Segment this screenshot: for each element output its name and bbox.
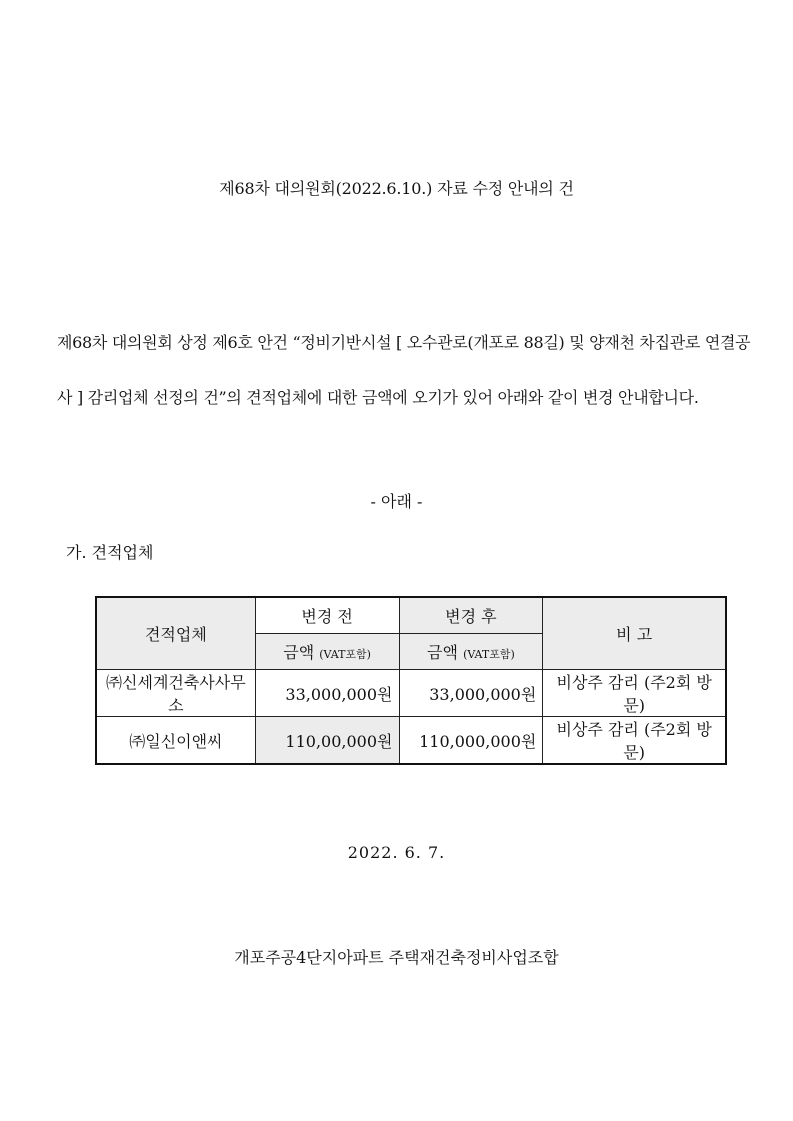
header-note: 비 고 <box>543 597 726 670</box>
header-before: 변경 전 <box>255 597 399 634</box>
body-line-1: 제68차 대의원회 상정 제6호 안건 “정비기반시설 [ 오수관로(개포로 88길) 및 양재천 차집관로 연결공 <box>57 333 751 352</box>
amount-header-before <box>255 634 399 670</box>
amount-before-cell: 33,000,000원 <box>255 670 399 717</box>
amount-after-cell: 33,000,000원 <box>399 670 543 717</box>
section-heading: 가. 견적업체 <box>66 543 154 562</box>
amount-sub: (VAT포함) <box>463 648 515 661</box>
table-row <box>96 670 726 717</box>
amount-label: 금액 <box>427 643 458 662</box>
quote-table <box>95 596 727 765</box>
table-header-row <box>96 597 726 634</box>
amount-label: 금액 <box>283 643 315 662</box>
header-after: 변경 후 <box>399 597 543 634</box>
note-cell: 비상주 감리 (주2회 방문) <box>543 670 726 717</box>
body-line-2: 사 ] 감리업체 선정의 건”의 견적업체에 대한 금액에 오기가 있어 아래와 같이 변경 안내합니다. <box>57 388 699 407</box>
amount-header-after <box>399 634 543 670</box>
divider-text: - 아래 - <box>370 492 423 511</box>
document-date: 2022. 6. 7. <box>347 843 446 862</box>
organization-name: 개포주공4단지아파트 주택재건축정비사업조합 <box>234 948 559 967</box>
table-row <box>96 717 726 765</box>
company-cell: ㈜일신이앤씨 <box>96 717 255 765</box>
amount-sub: (VAT포함) <box>319 648 371 661</box>
note-cell: 비상주 감리 (주2회 방문) <box>543 717 726 765</box>
header-company: 견적업체 <box>96 597 255 670</box>
amount-before-cell: 110,00,000원 <box>255 717 399 765</box>
document-title: 제68차 대의원회(2022.6.10.) 자료 수정 안내의 건 <box>219 179 574 198</box>
company-cell: ㈜신세계건축사사무소 <box>96 670 255 717</box>
amount-after-cell: 110,000,000원 <box>399 717 543 765</box>
